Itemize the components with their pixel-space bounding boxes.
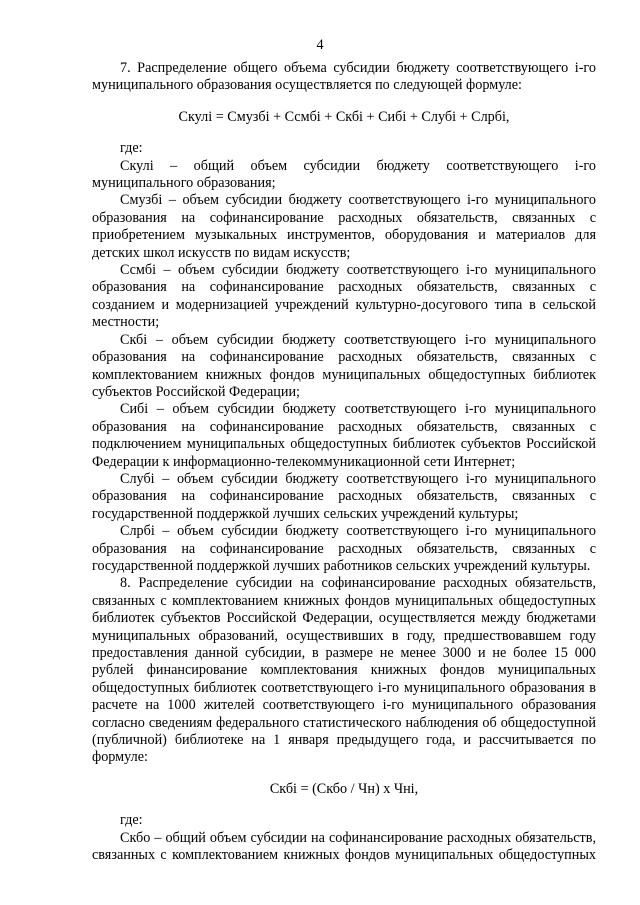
definition-slub: Слубi – объем субсидии бюджету соответствующего i-го муниципального образования на софинансирование расходных обязательств, связанных с государственной поддержкой лучших сельских учреждений культуры; bbox=[92, 470, 596, 522]
definition-sib: Сибi – объем субсидии бюджету соответствующего i-го муниципального образования на софинансирование расходных обязательств, связанных с подключением муниципальных общедоступных библиотек субъектов Российской Федерации к информационно-телекоммуникационной сети Интернет; bbox=[92, 401, 596, 470]
definition-skb: Скбi – объем субсидии бюджету соответствующего i-го муниципального образования на софинансирование расходных обязательств, связанных с комплектованием книжных фондов муниципальных общедоступных библиотек субъектов Российской Федерации; bbox=[92, 331, 596, 400]
formula-total-subsidy: Скулi = Смузбi + Ссмбi + Скбi + Сибi + Слубi + Слрбi, bbox=[178, 108, 510, 125]
definition-skul: Скулi – общий объем субсидии бюджету соответствующего i-го муниципального образования; bbox=[92, 157, 596, 192]
paragraph-7: 7. Распределение общего объема субсидии бюджету соответствующего i-го муниципального образования осуществляется по следующей формуле: bbox=[92, 60, 596, 94]
paragraph-8: 8. Распределение субсидии на софинансирование расходных обязательств, связанных с комплектованием книжных фондов муниципальных общедоступных библиотек субъектов Российской Федерации, осуществляется между бюджетами муниципальных образований, осуществивших в году, предшествовавшем году предоставления данной субсидии, в размере не менее 3000 и не более 15 000 рублей финансирование комплектования книжных фондов муниципальных общедоступных библиотек соответствующего i-го муниципального образования в расчете на 1000 жителей соответствующего i-го муниципального образования согласно сведениям федерального статистического наблюдения об общедоступной (публичной) библиотеке на 1 января предыдущего года, и рассчитывается по формуле: bbox=[92, 575, 596, 766]
definition-ssmb: Ссмбi – объем субсидии бюджету соответствующего i-го муниципального образования на софинансирование расходных обязательств, связанных с созданием и модернизацией учреждений культурно-досугового типа в сельской местности; bbox=[92, 262, 596, 331]
where-label: где: bbox=[120, 140, 143, 157]
where-label-2: где: bbox=[120, 812, 143, 829]
definition-skbo: Скбо – общий объем субсидии на софинансирование расходных обязательств, связанных с комплектованием книжных фондов муниципальных общедоступных bbox=[92, 829, 596, 864]
page-number: 4 bbox=[316, 37, 324, 53]
formula-skb: Скбi = (Скбо / Чн) x Чнi, bbox=[269, 780, 419, 797]
definition-smuzb: Смузбi – объем субсидии бюджету соответствующего i-го муниципального образования на софинансирование расходных обязательств, связанных с приобретением музыкальных инструментов, оборудования и материалов для детских школ искусств по видам искусств; bbox=[92, 192, 596, 261]
definition-slrb: Слрбi – объем субсидии бюджету соответствующего i-го муниципального образования на софинансирование расходных обязательств, связанных с государственной поддержкой лучших работников сельских учреждений культуры. bbox=[92, 523, 596, 574]
document-body bbox=[92, 60, 596, 864]
